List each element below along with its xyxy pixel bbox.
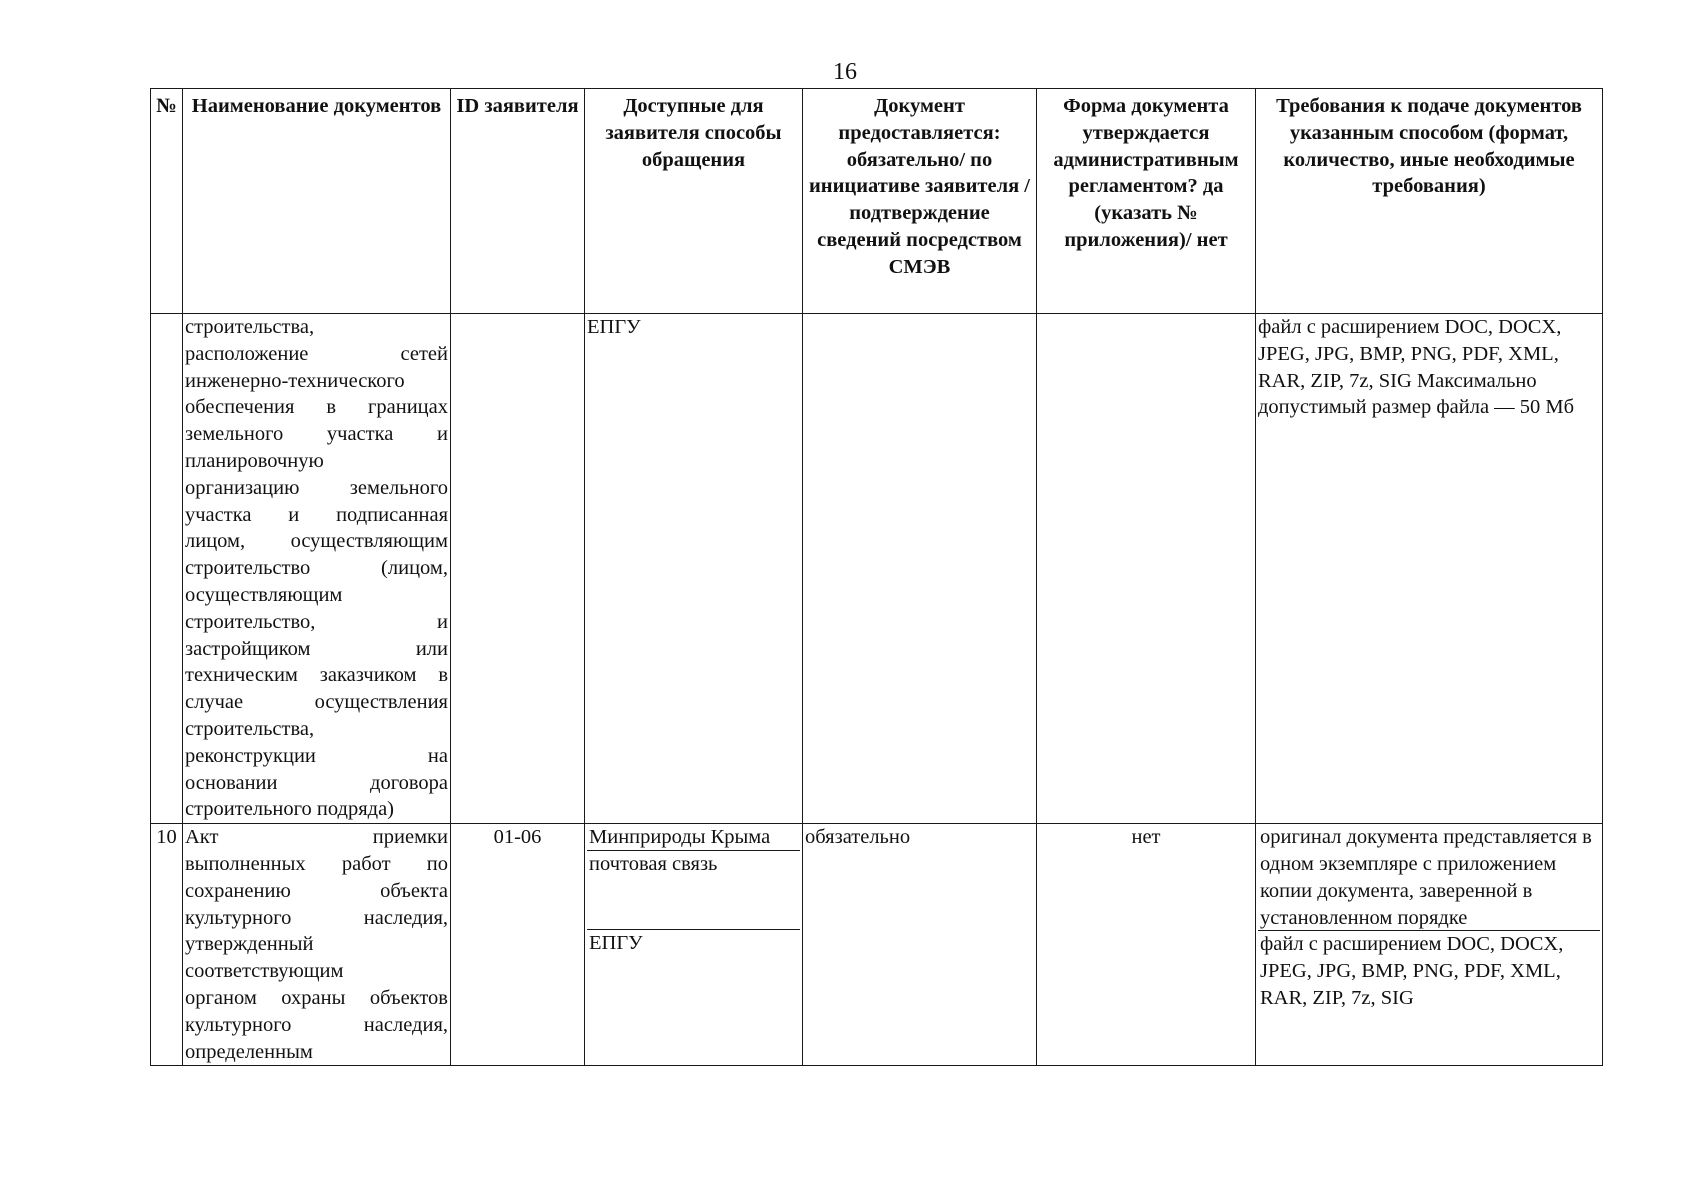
name-line: сохранению объекта — [185, 879, 448, 902]
applicant-id-cell — [451, 314, 585, 824]
request-method-cell: ЕПГУ — [585, 314, 803, 824]
table-row — [151, 314, 1603, 824]
name-line: утвержденный — [185, 933, 314, 956]
name-line: застройщиком или — [185, 637, 448, 660]
name-line: планировочную — [185, 449, 324, 472]
request-method-post: почтовая связь — [587, 851, 800, 930]
row-number — [151, 314, 183, 824]
header-provision: Документ предоставляется: обязательно/ по инициативе заявителя /подтверждение сведений посредством СМЭВ — [803, 89, 1037, 314]
documents-table — [150, 88, 1603, 1066]
name-line: строительного подряда) — [185, 798, 395, 821]
name-line: основании договора — [185, 771, 448, 794]
name-line: строительства, — [185, 717, 315, 740]
header-request-methods: Доступные для заявителя способы обращения — [585, 89, 803, 314]
provision-cell: обязательно — [803, 824, 1037, 1066]
name-line: культурного наследия, — [185, 906, 448, 929]
applicant-id-cell: 01-06 — [451, 824, 585, 1066]
row-number: 10 — [151, 824, 183, 1066]
requirements-cell: файл с расширением DOC, DOCX, JPEG, JPG, BMP, PNG, PDF, XML, RAR, ZIP, 7z, SIG Максимально допустимый размер файла — 50 Мб — [1256, 314, 1603, 824]
name-line: техническим заказчиком в — [185, 664, 448, 687]
table-row — [151, 824, 1603, 1066]
name-line: инженерно-технического — [185, 369, 405, 392]
name-line: осуществляющим — [185, 583, 343, 606]
header-applicant-id: ID заявителя — [451, 89, 585, 314]
name-line: соответствующим — [185, 960, 344, 983]
form-approved-cell: нет — [1037, 824, 1256, 1066]
name-line: строительство, и — [185, 610, 448, 633]
header-requirements: Требования к подаче документов указанным способом (формат, количество, иные необходимые требования) — [1256, 89, 1603, 314]
name-line: расположение сетей — [185, 342, 448, 365]
header-form-approved: Форма документа утверждается административным регламентом? да (указать № приложения)/ нет — [1037, 89, 1256, 314]
header-number: № — [151, 89, 183, 314]
document-name-cell — [183, 824, 451, 1066]
name-line: выполненных работ по — [185, 852, 448, 875]
name-line: случае осуществления — [185, 691, 448, 714]
page-number: 16 — [833, 59, 857, 85]
request-method-ministry: Минприроды Крыма — [587, 824, 800, 851]
form-approved-cell — [1037, 314, 1256, 824]
name-line: организацию земельного — [185, 476, 448, 499]
header-document-name: Наименование документов — [183, 89, 451, 314]
requirement-electronic-file: файл с расширением DOC, DOCX, JPEG, JPG, BMP, PNG, PDF, XML, RAR, ZIP, 7z, SIG — [1260, 933, 1564, 1009]
provision-cell — [803, 314, 1037, 824]
name-line: органом охраны объектов — [185, 986, 448, 1009]
requirement-original-document: оригинал документа представляется в одном экземпляре с приложением копии документа, заверенной в установленном порядке — [1258, 824, 1600, 931]
name-line: лицом, осуществляющим — [185, 530, 448, 553]
name-line: определенным — [185, 1040, 313, 1063]
name-line: реконструкции на — [185, 744, 448, 767]
request-methods-cell — [585, 824, 803, 1066]
name-line: строительство (лицом, — [185, 557, 448, 580]
name-line: земельного участка и — [185, 423, 448, 446]
name-line: строительства, — [185, 316, 315, 338]
requirements-cell — [1256, 824, 1603, 1066]
table-header-row — [151, 89, 1603, 314]
document-name-cell — [183, 314, 451, 824]
name-line: участка и подписанная — [185, 503, 448, 526]
name-line: Акт приемки — [185, 826, 448, 849]
name-line: обеспечения в границах — [185, 396, 448, 419]
request-method-epgu: ЕПГУ — [589, 932, 643, 955]
name-line: культурного наследия, — [185, 1013, 448, 1036]
